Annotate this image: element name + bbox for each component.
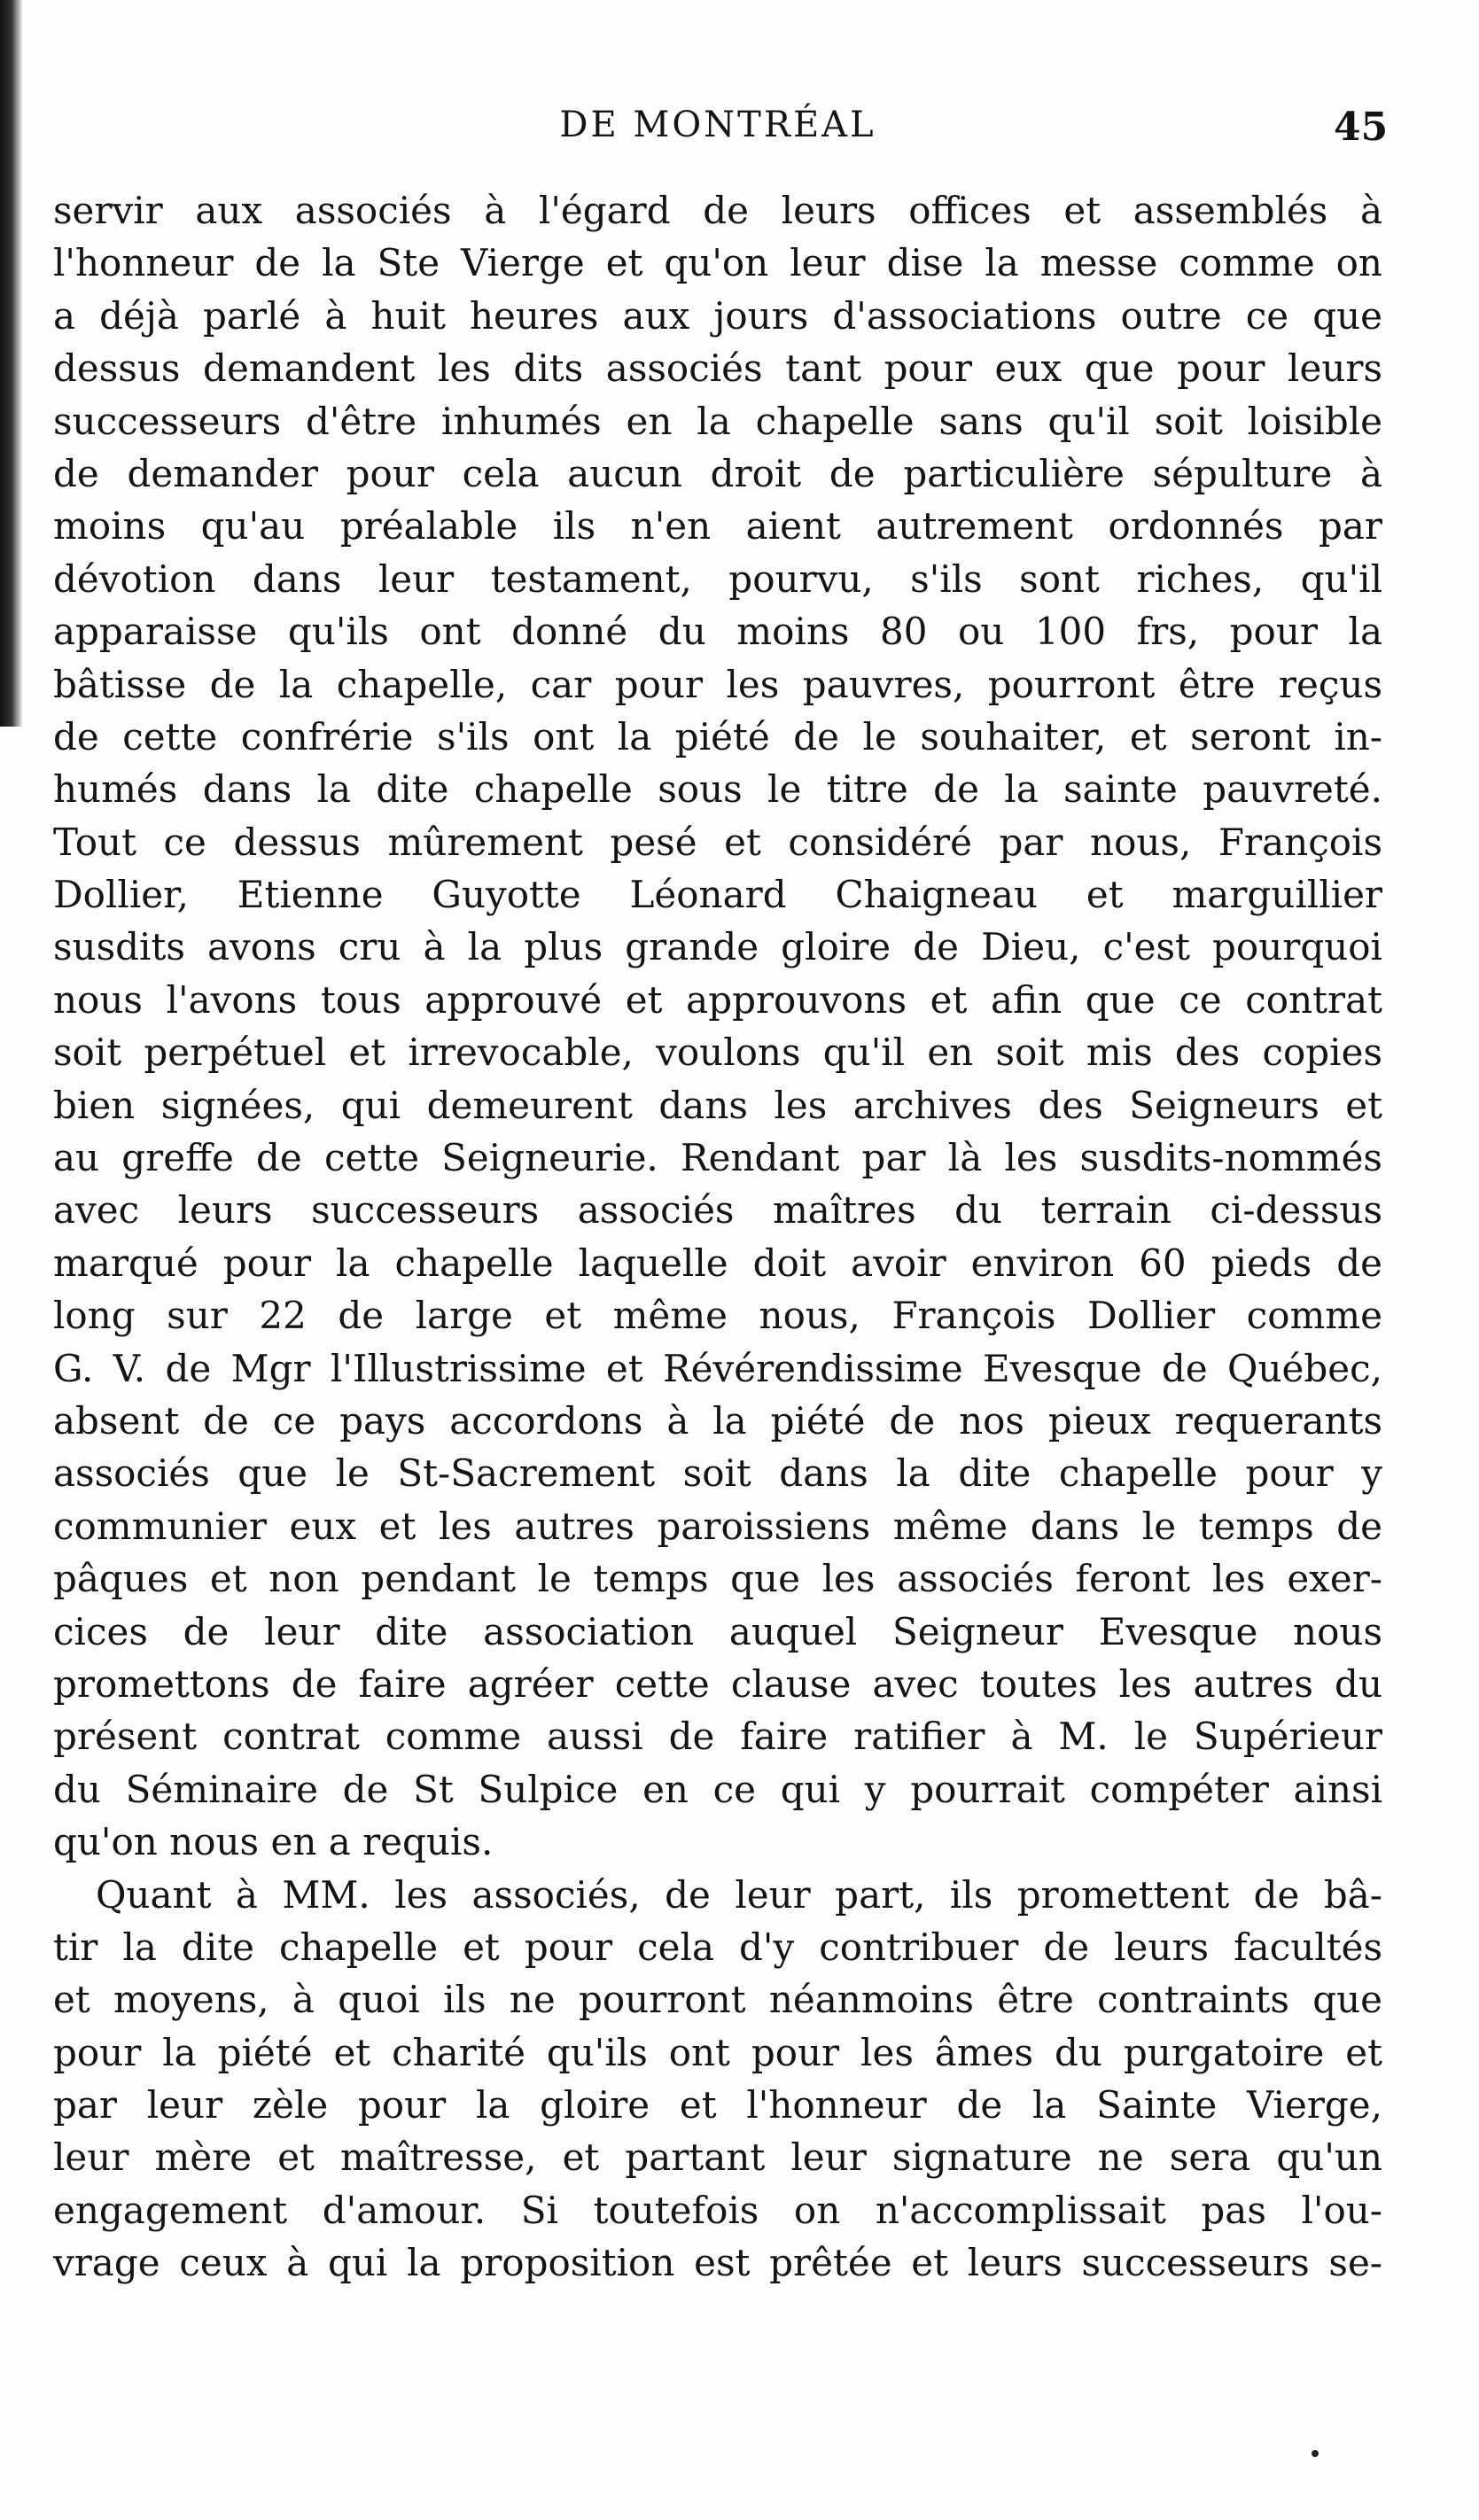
text-line: par leur zèle pour la gloire et l'honneur de la Sainte Vierge, bbox=[53, 2083, 1382, 2127]
text-line: pâques et non pendant le temps que les associés feront les exer- bbox=[53, 1557, 1382, 1601]
text-line: promettons de faire agréer cette clause avec toutes les autres du bbox=[53, 1661, 1382, 1706]
text-line: nous l'avons tous approuvé et approuvons et afin que ce contrat bbox=[53, 977, 1382, 1022]
text-line: présent contrat comme aussi de faire ratifier à M. le Supérieur bbox=[53, 1715, 1382, 1759]
running-head-title: DE MONTRÉAL bbox=[559, 105, 876, 145]
text-line: de cette confrérie s'ils ont la piété de le souhaiter, et seront in- bbox=[53, 714, 1382, 758]
running-head bbox=[0, 105, 1479, 167]
text-line: tir la dite chapelle et pour cela d'y contribuer de leurs facultés bbox=[53, 1925, 1382, 1969]
text-line: a déjà parlé à huit heures aux jours d'associations outre ce que bbox=[53, 293, 1382, 338]
text-line: leur mère et maîtresse, et partant leur signature ne sera qu'un bbox=[53, 2135, 1382, 2180]
text-line: du Séminaire de St Sulpice en ce qui y pourrait compéter ainsi bbox=[53, 1767, 1382, 1811]
text-line: servir aux associés à l'égard de leurs offices et assemblés à bbox=[53, 189, 1382, 232]
text-line: au greffe de cette Seigneurie. Rendant par là les susdits-nommés bbox=[53, 1136, 1382, 1180]
text-line: cices de leur dite association auquel Seigneur Evesque nous bbox=[53, 1609, 1382, 1653]
text-line: dévotion dans leur testament, pourvu, s'ils sont riches, qu'il bbox=[53, 556, 1382, 601]
text-line: soit perpétuel et irrevocable, voulons qu'il en soit mis des copies bbox=[53, 1031, 1382, 1075]
text-line: marqué pour la chapelle laquelle doit avoir environ 60 pieds de bbox=[53, 1241, 1382, 1285]
text-line: de demander pour cela aucun droit de particulière sépulture à bbox=[53, 451, 1382, 495]
text-line: Tout ce dessus mûrement pesé et considéré par nous, François bbox=[53, 820, 1382, 864]
text-line: et moyens, à quoi ils ne pourront néanmoins être contraints que bbox=[53, 1978, 1382, 2022]
body-text bbox=[53, 184, 1382, 2290]
text-line: pour la piété et charité qu'ils ont pour les âmes du purgatoire et bbox=[53, 2030, 1382, 2074]
paragraph-start-line: Quant à MM. les associés, de leur part, ils promettent de bâ- bbox=[96, 1872, 1382, 1917]
text-line: humés dans la dite chapelle sous le titre de la sainte pauvreté. bbox=[53, 767, 1382, 812]
text-line: moins qu'au préalable ils n'en aient autrement ordonnés par bbox=[53, 504, 1382, 548]
text-line: apparaisse qu'ils ont donné du moins 80 ou 100 frs, pour la bbox=[53, 610, 1382, 654]
paragraph-end-line: qu'on nous en a requis. bbox=[53, 1820, 494, 1864]
text-line: long sur 22 de large et même nous, François Dollier comme bbox=[53, 1294, 1382, 1338]
text-line: communier eux et les autres paroissiens même dans le temps de bbox=[53, 1504, 1382, 1548]
text-line: G. V. de Mgr l'Illustrissime et Révérendissime Evesque de Québec, bbox=[53, 1346, 1382, 1390]
text-line: successeurs d'être inhumés en la chapelle sans qu'il soit loisible bbox=[53, 399, 1382, 443]
text-line: l'honneur de la Ste Vierge et qu'on leur dise la messe comme on bbox=[53, 241, 1382, 285]
text-line: bien signées, qui demeurent dans les archives des Seigneurs et bbox=[53, 1083, 1382, 1127]
text-line: vrage ceux à qui la proposition est prêtée et leurs successeurs se- bbox=[53, 2241, 1382, 2285]
text-line: absent de ce pays accordons à la piété de nos pieux requerants bbox=[53, 1398, 1382, 1443]
text-line: associés que le St-Sacrement soit dans la dite chapelle pour y bbox=[53, 1451, 1382, 1496]
text-line: bâtisse de la chapelle, car pour les pauvres, pourront être reçus bbox=[53, 662, 1382, 706]
text-line: Dollier, Etienne Guyotte Léonard Chaigneau et marguillier bbox=[53, 873, 1382, 917]
print-speck bbox=[1312, 2450, 1319, 2457]
text-line: dessus demandent les dits associés tant pour eux que pour leurs bbox=[53, 346, 1382, 391]
page-number: 45 bbox=[1334, 105, 1389, 150]
text-line: engagement d'amour. Si toutefois on n'accomplissait pas l'ou- bbox=[53, 2188, 1382, 2232]
text-line: susdits avons cru à la plus grande gloire de Dieu, c'est pourquoi bbox=[53, 925, 1382, 969]
text-line: avec leurs successeurs associés maîtres du terrain ci-dessus bbox=[53, 1188, 1382, 1233]
